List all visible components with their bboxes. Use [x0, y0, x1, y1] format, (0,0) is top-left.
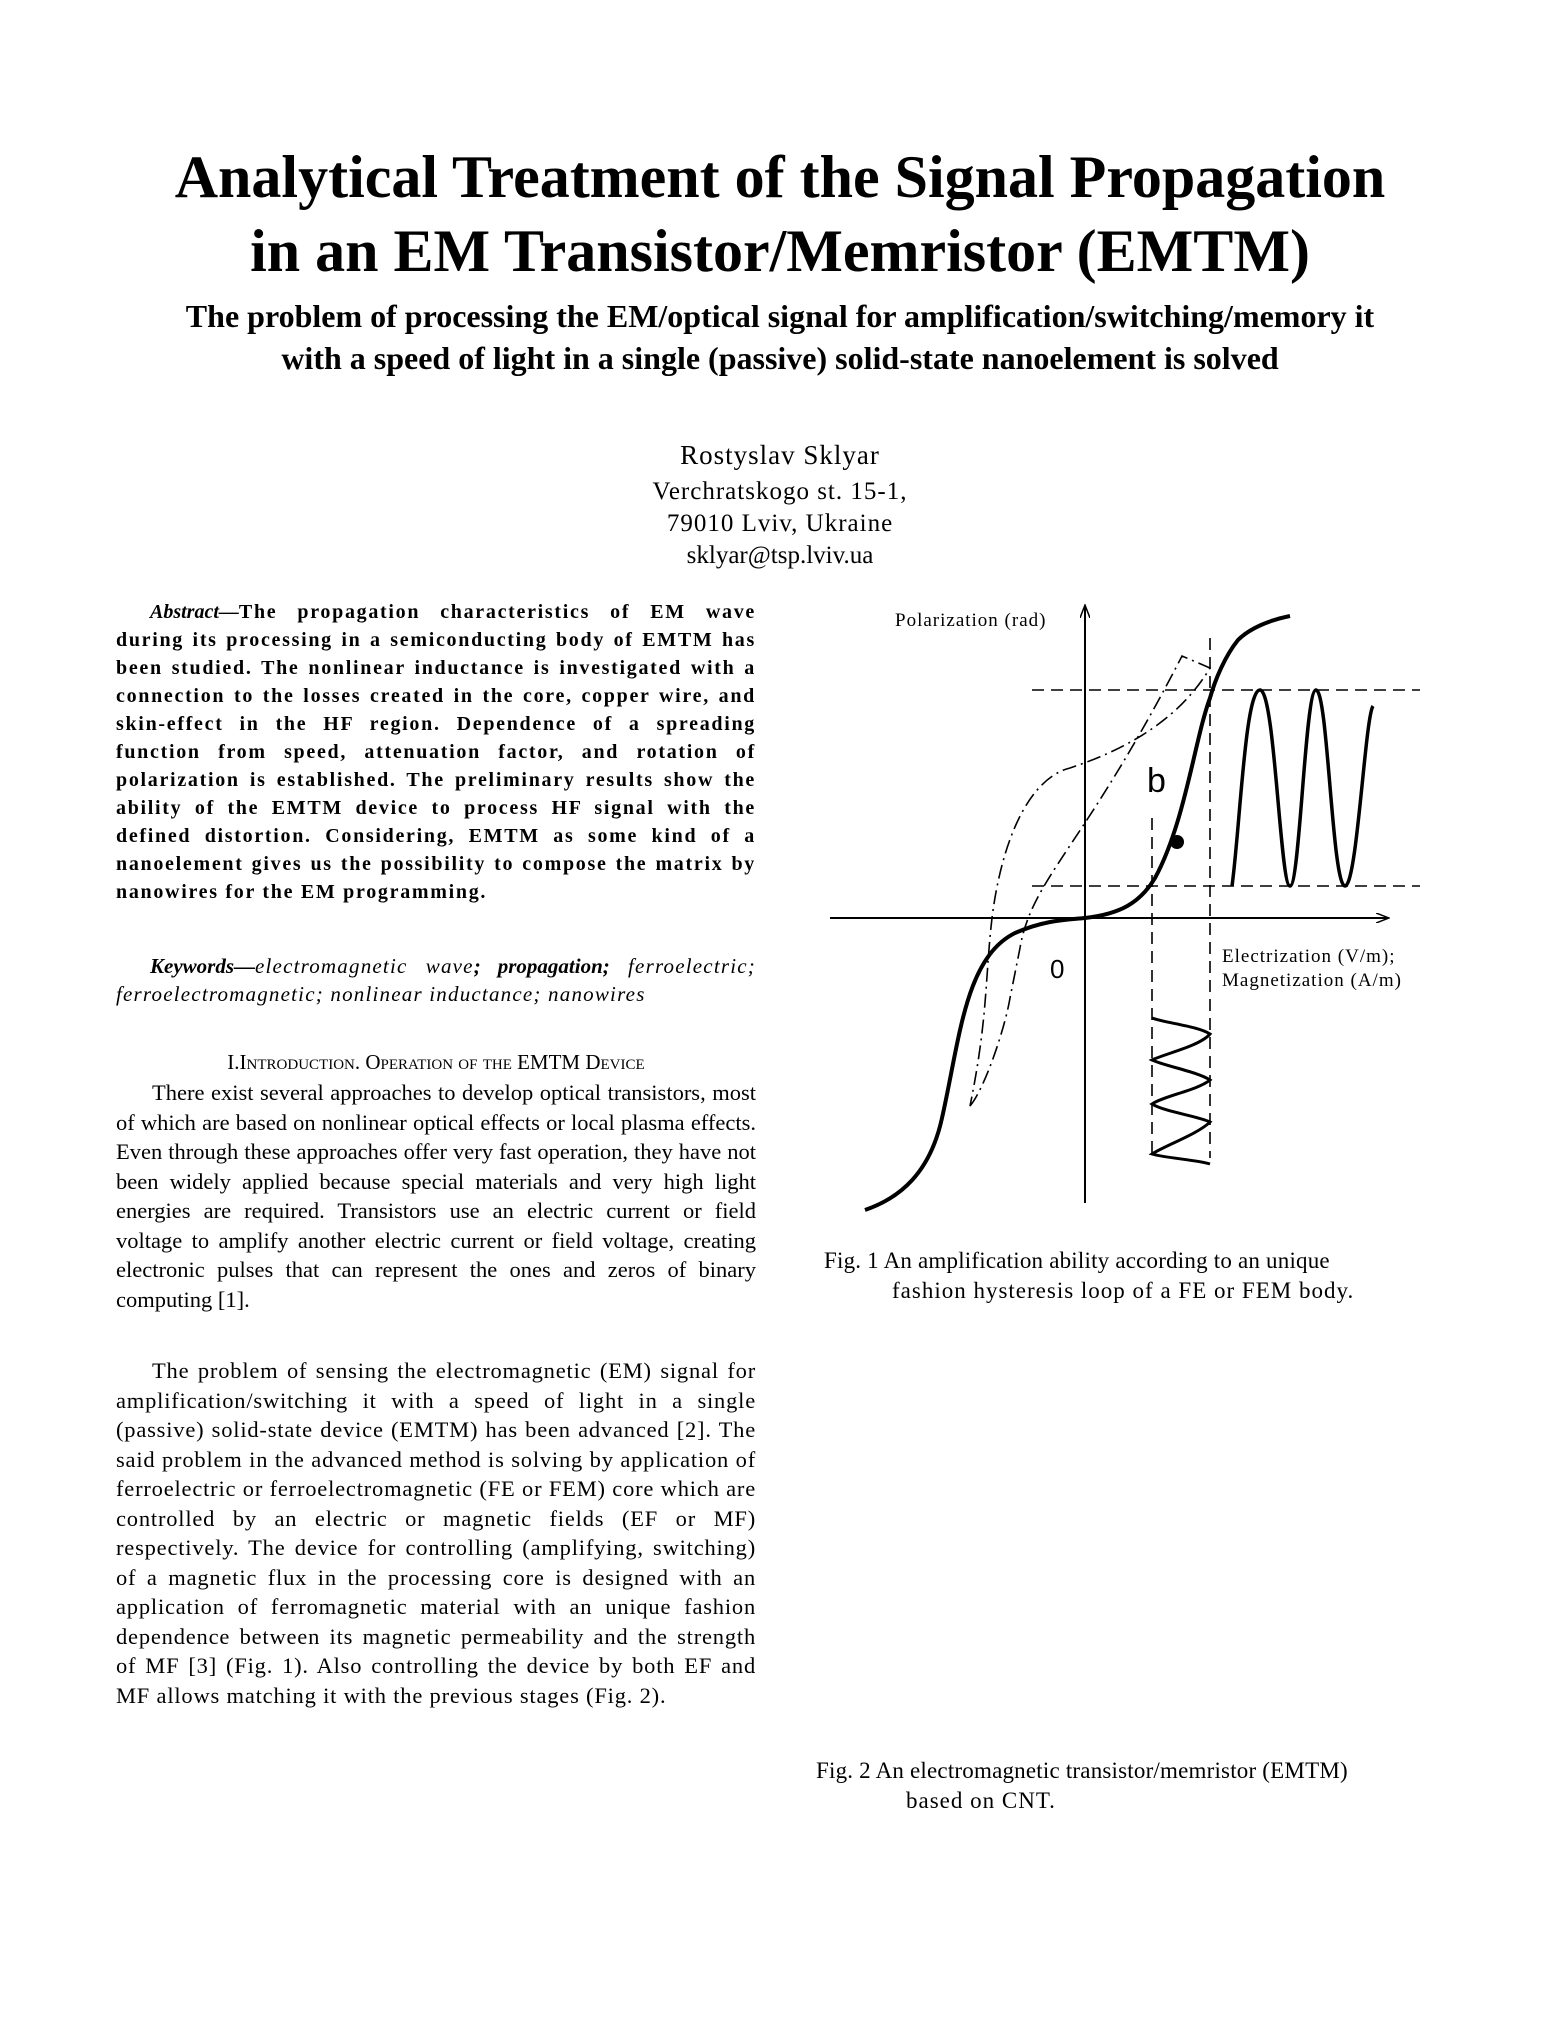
figure-1-caption [824, 1246, 1354, 1306]
abstract-text: The propagation characteristics of EM wave during its processing in a semiconducting body of EMTM has been studied. The nonlinear inductance is investigated with a connection to the losses created in the core, copper wire, and skin-effect in the HF region. Dependence of a spreading function from speed, attenuation factor, and rotation of polarization is established. The preliminary results show the ability of the EMTM device to process HF signal with the defined distortion. Considering, EMTM as some kind of a nanoelement gives us the possibility to compose the matrix by nanowires for the EM programming. [116, 601, 756, 903]
paper-title [0, 140, 1560, 288]
y-axis-label: Polarization (rad) [895, 610, 1047, 631]
section-heading: I.Introduction. Operation of the EMTM Device [227, 1050, 645, 1074]
figure-1-hysteresis [820, 598, 1420, 1238]
magnetization-curve [865, 616, 1290, 1210]
output-sinusoid [1232, 690, 1373, 886]
x-axis-label-line2: Magnetization (A/m) [1222, 970, 1402, 991]
input-sinusoid [1152, 1018, 1210, 1164]
author-address-city: 79010 Lviv, Ukraine [666, 510, 894, 537]
keyword-2: ; propagation; [473, 954, 610, 978]
abstract-lead: Abstract— [150, 601, 239, 623]
author-email[interactable]: sklyar@tsp.lviv.ua [686, 542, 874, 569]
keywords [116, 952, 756, 1008]
paper-subtitle-line2: with a speed of light in a single (passive) solid-state nanoelement is solved [281, 340, 1279, 376]
hysteresis-loop-curve [970, 656, 1210, 1106]
paper-title-line2: in an EM Transistor/Memristor (EMTM) [250, 218, 1310, 284]
abstract [116, 598, 756, 906]
figure-2-caption [816, 1756, 1348, 1816]
origin-label: 0 [1050, 954, 1065, 984]
figure-1-caption-line2: fashion hysteresis loop of a FE or FEM body. [892, 1278, 1355, 1303]
figure-2-caption-line1: Fig. 2 An electromagnetic transistor/memristor (EMTM) [816, 1758, 1348, 1783]
keywords-lead: Keywords— [150, 954, 255, 978]
keyword-1: electromagnetic wave [255, 954, 474, 978]
figure-2-caption-line2: based on CNT. [906, 1788, 1056, 1813]
paper-subtitle-line1: The problem of processing the EM/optical signal for amplification/switching/memory it [185, 298, 1375, 334]
paper-subtitle [60, 295, 1500, 379]
body-paragraph-1: There exist several approaches to develop optical transistors, most of which are based on nonlinear optical effects or local plasma effects. Even through these approaches offer very fast operation, they have not been widely applied because special materials and very high light energies are required. Transistors use an electric current or field voltage to amplify another electric current or field voltage, creating electronic pulses that can represent the ones and zeros of binary computing [1]. [116, 1080, 756, 1312]
body-paragraph-2: The problem of sensing the electromagnetic (EM) signal for amplification/switching it with a speed of light in a single (passive) solid-state device (EMTM) has been advanced [2]. The said problem in the advanced method is solving by application of ferroelectric or ferroelectromagnetic (FE or FEM) core which are controlled by an electric or magnetic fields (EF or MF) respectively. The device for controlling (amplifying, switching) of a magnetic flux in the processing core is designed with an application of ferromagnetic material with an unique fashion dependence between its magnetic permeability and the strength of MF [3] (Fig. 1). Also controlling the device by both EF and MF allows matching it with the previous stages (Fig. 2). [116, 1358, 756, 1708]
paper-title-line1: Analytical Treatment of the Signal Propagation [174, 144, 1386, 210]
keyword-rest: ferroelectric; ferroelectromagnetic; nonlinear inductance; nanowires [116, 954, 756, 1006]
figure-1-caption-line1: Fig. 1 An amplification ability according to an unique [824, 1248, 1330, 1273]
operating-point-b [1170, 835, 1184, 849]
author-name: Rostyslav Sklyar [680, 440, 880, 470]
point-b-label: b [1147, 762, 1166, 800]
author-address-street: Verchratskogo st. 15-1, [652, 478, 908, 505]
x-axis-label-line1: Electrization (V/m); [1222, 946, 1396, 967]
